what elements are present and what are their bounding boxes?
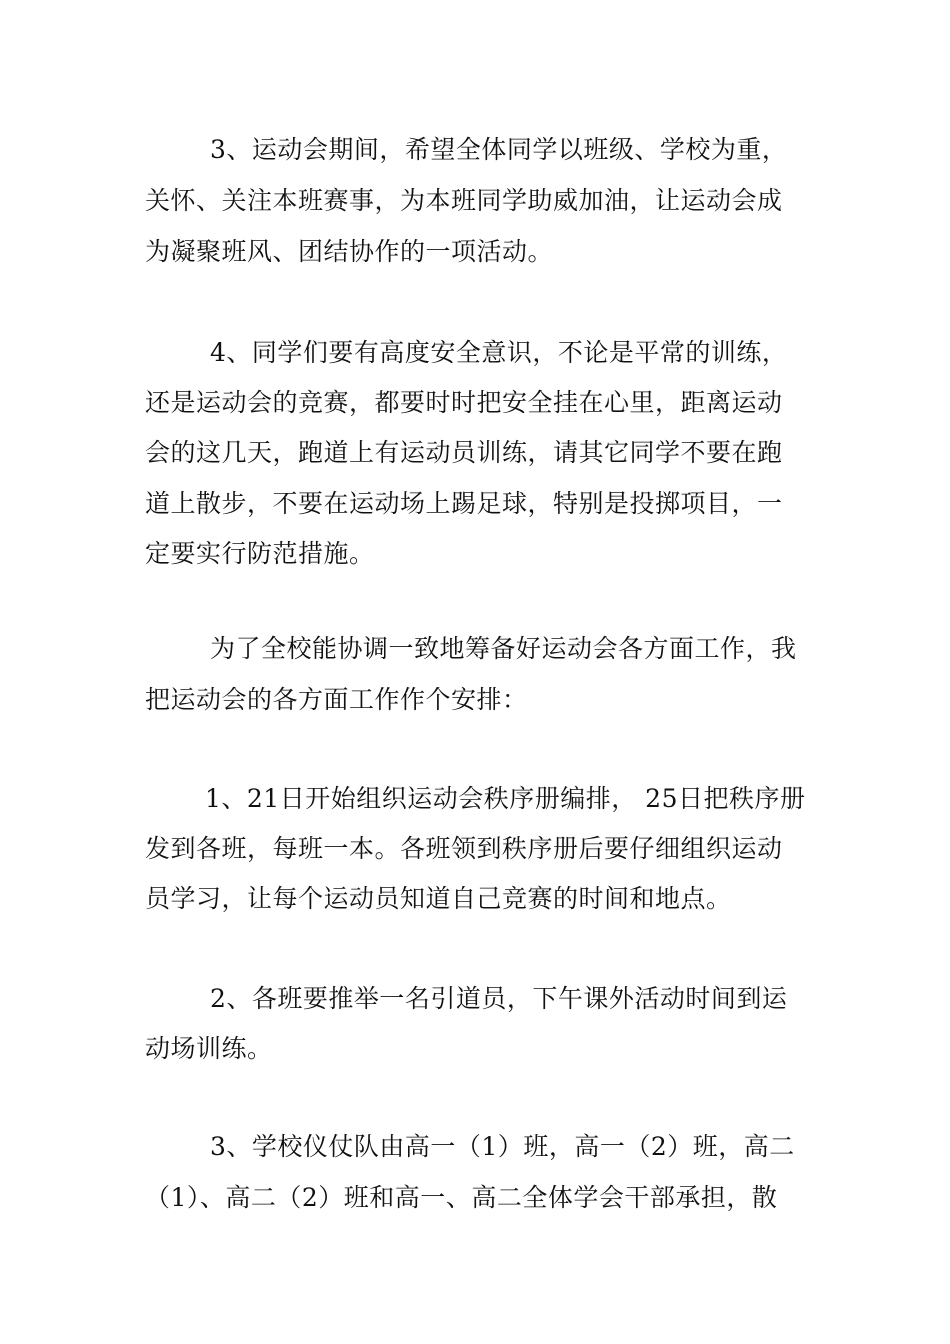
paragraph-2-line-3: 会的这几天，跑道上有运动员训练，请其它同学不要在跑 — [145, 438, 783, 467]
paragraph-3-line-1: 为了全校能协调一致地筹备好运动会各方面工作，我 — [210, 634, 797, 663]
paragraph-1-line-3: 为凝聚班风、团结协作的一项活动。 — [145, 237, 554, 266]
paragraph-2-line-5: 定要实行防范措施。 — [145, 539, 375, 568]
paragraph-2-line-1: 4、同学们要有高度安全意识，不论是平常的训练， — [210, 338, 788, 367]
paragraph-1-line-1: 3、运动会期间，希望全体同学以班级、学校为重， — [210, 135, 788, 164]
paragraph-1-line-2: 关怀、关注本班赛事，为本班同学助威加油，让运动会成 — [145, 186, 783, 215]
paragraph-3-line-2: 把运动会的各方面工作作个安排： — [145, 685, 528, 714]
paragraph-6-line-2: （1）、高二（2）班和高一、高二全体学会干部承担，散 — [145, 1183, 778, 1212]
paragraph-6-line-1: 3、学校仪仗队由高一（1）班，高一（2）班，高二 — [210, 1132, 795, 1161]
paragraph-4-line-1: 1、21日开始组织运动会秩序册编排， 25日把秩序册 — [205, 784, 806, 813]
paragraph-5-line-2: 动场训练。 — [145, 1034, 273, 1063]
paragraph-2-line-2: 还是运动会的竞赛，都要时时把安全挂在心里，距离运动 — [145, 388, 783, 417]
paragraph-4-line-2: 发到各班，每班一本。各班领到秩序册后要仔细组织运动 — [145, 834, 783, 863]
paragraph-5-line-1: 2、各班要推举一名引道员，下午课外活动时间到运 — [210, 984, 788, 1013]
paragraph-4-line-3: 员学习，让每个运动员知道自己竞赛的时间和地点。 — [145, 884, 732, 913]
paragraph-2-line-4: 道上散步，不要在运动场上踢足球，特别是投掷项目，一 — [145, 489, 783, 518]
